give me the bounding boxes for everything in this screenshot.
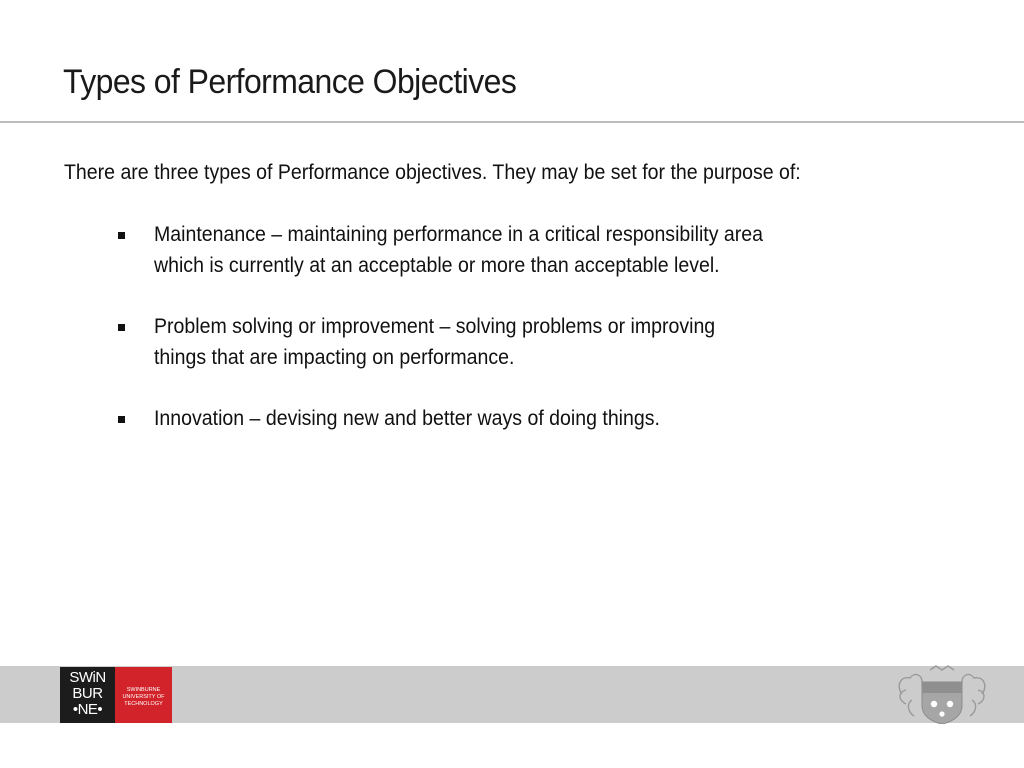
logo-sub-line: SWINBURNE: [126, 687, 161, 693]
logo-wordmark: [60, 667, 115, 723]
bullet-text: Problem solving or improvement – solving problems or improving things that are impacting on performance.: [154, 315, 716, 369]
logo-line: SWiN: [69, 669, 106, 686]
bullet-item-innovation: [118, 404, 818, 435]
bullet-text: Innovation – devising new and better ways of doing things.: [154, 407, 660, 430]
bullet-list: [118, 220, 818, 466]
square-bullet-icon: [118, 324, 125, 331]
bullet-item-maintenance: [118, 220, 818, 281]
square-bullet-icon: [118, 232, 125, 239]
university-crest-icon: [892, 664, 992, 724]
logo-sub-line: TECHNOLOGY: [124, 701, 163, 707]
square-bullet-icon: [118, 416, 125, 423]
slide-title: Types of Performance Objectives: [63, 63, 517, 101]
swinburne-logo: [60, 667, 172, 723]
logo-subtitle: [115, 667, 172, 723]
bullet-text: Maintenance – maintaining performance in a critical responsibility area which is currently at an acceptable or more than acceptable level.: [154, 223, 764, 277]
title-divider: [0, 121, 1024, 123]
logo-line: •NE•: [72, 701, 103, 718]
bullet-item-problem-solving: [118, 312, 818, 373]
intro-text: There are three types of Performance objectives. They may be set for the purpose of:: [64, 161, 801, 184]
logo-sub-line: UNIVERSITY OF: [122, 694, 165, 700]
logo-line: BUR: [72, 685, 103, 702]
